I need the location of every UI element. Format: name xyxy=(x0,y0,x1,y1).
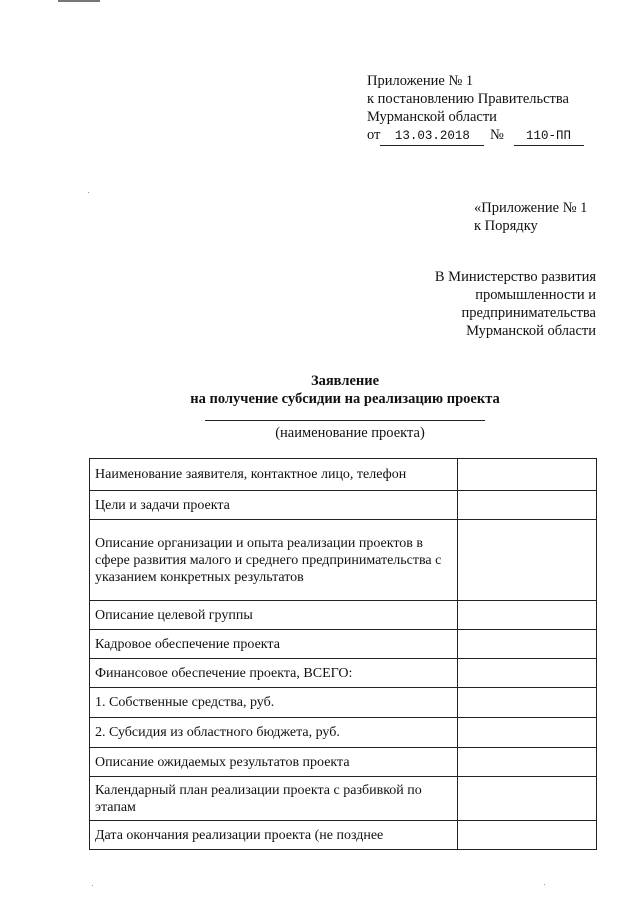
application-table xyxy=(89,458,597,850)
title-line-1: Заявление xyxy=(310,373,380,389)
row-label-applicant: Наименование заявителя, контактное лицо, телефон xyxy=(90,459,458,491)
table-row xyxy=(90,459,597,491)
number-prefix: № xyxy=(490,127,504,143)
date-prefix: от xyxy=(367,127,381,143)
row-label-subsidy: 2. Субсидия из областного бюджета, руб. xyxy=(90,718,458,748)
row-value-expected-results[interactable] xyxy=(458,748,597,777)
appendix-header xyxy=(367,72,584,146)
decree-number: 110-ПП xyxy=(514,127,584,146)
appendix-date-number-line xyxy=(367,126,584,146)
row-value-own-funds[interactable] xyxy=(458,688,597,718)
table-row xyxy=(90,659,597,688)
addressee-line-3: предпринимательства xyxy=(461,305,596,321)
table-row xyxy=(90,688,597,718)
order-line-2: к Порядку xyxy=(474,218,538,234)
scan-speck xyxy=(92,885,93,886)
order-header xyxy=(474,199,587,235)
addressee-line-2: промышленности и xyxy=(475,287,596,303)
scan-speck xyxy=(88,192,89,193)
row-value-end-date[interactable] xyxy=(458,821,597,850)
table-row xyxy=(90,748,597,777)
row-value-target-group[interactable] xyxy=(458,601,597,630)
document-title xyxy=(130,372,560,408)
decree-date: 13.03.2018 xyxy=(380,127,484,146)
table-row xyxy=(90,520,597,601)
row-label-expected-results: Описание ожидаемых результатов проекта xyxy=(90,748,458,777)
row-value-financing-total[interactable] xyxy=(458,659,597,688)
row-label-calendar-plan: Календарный план реализации проекта с разбивкой по этапам xyxy=(90,777,458,821)
title-line-2: на получение субсидии на реализацию проекта xyxy=(190,391,500,407)
table-row xyxy=(90,601,597,630)
row-label-organization: Описание организации и опыта реализации проектов в сфере развития малого и среднего предпринимательства с указанием конкретных результатов xyxy=(90,520,458,601)
row-value-subsidy[interactable] xyxy=(458,718,597,748)
row-value-applicant[interactable] xyxy=(458,459,597,491)
appendix-line-1: Приложение № 1 xyxy=(367,73,474,89)
row-value-staffing[interactable] xyxy=(458,630,597,659)
scan-top-mark xyxy=(58,0,100,2)
appendix-line-3: Мурманской области xyxy=(367,109,497,125)
appendix-line-2: к постановлению Правительства xyxy=(367,91,569,107)
row-label-staffing: Кадровое обеспечение проекта xyxy=(90,630,458,659)
scan-speck xyxy=(544,884,545,885)
table-row xyxy=(90,718,597,748)
project-name-line xyxy=(205,420,485,421)
table-row xyxy=(90,491,597,520)
addressee-line-4: Мурманской области xyxy=(466,323,596,339)
addressee-line-1: В Министерство развития xyxy=(434,269,596,285)
project-name-caption: (наименование проекта) xyxy=(275,425,425,441)
row-label-goals: Цели и задачи проекта xyxy=(90,491,458,520)
order-line-1: «Приложение № 1 xyxy=(474,200,588,216)
table-row xyxy=(90,630,597,659)
table-row xyxy=(90,777,597,821)
addressee-block xyxy=(390,268,596,340)
row-label-own-funds: 1. Собственные средства, руб. xyxy=(90,688,458,718)
row-label-target-group: Описание целевой группы xyxy=(90,601,458,630)
row-value-calendar-plan[interactable] xyxy=(458,777,597,821)
table-row xyxy=(90,821,597,850)
row-label-financing-total: Финансовое обеспечение проекта, ВСЕГО: xyxy=(90,659,458,688)
row-value-goals[interactable] xyxy=(458,491,597,520)
row-label-end-date: Дата окончания реализации проекта (не позднее xyxy=(90,821,458,850)
row-value-organization[interactable] xyxy=(458,520,597,601)
